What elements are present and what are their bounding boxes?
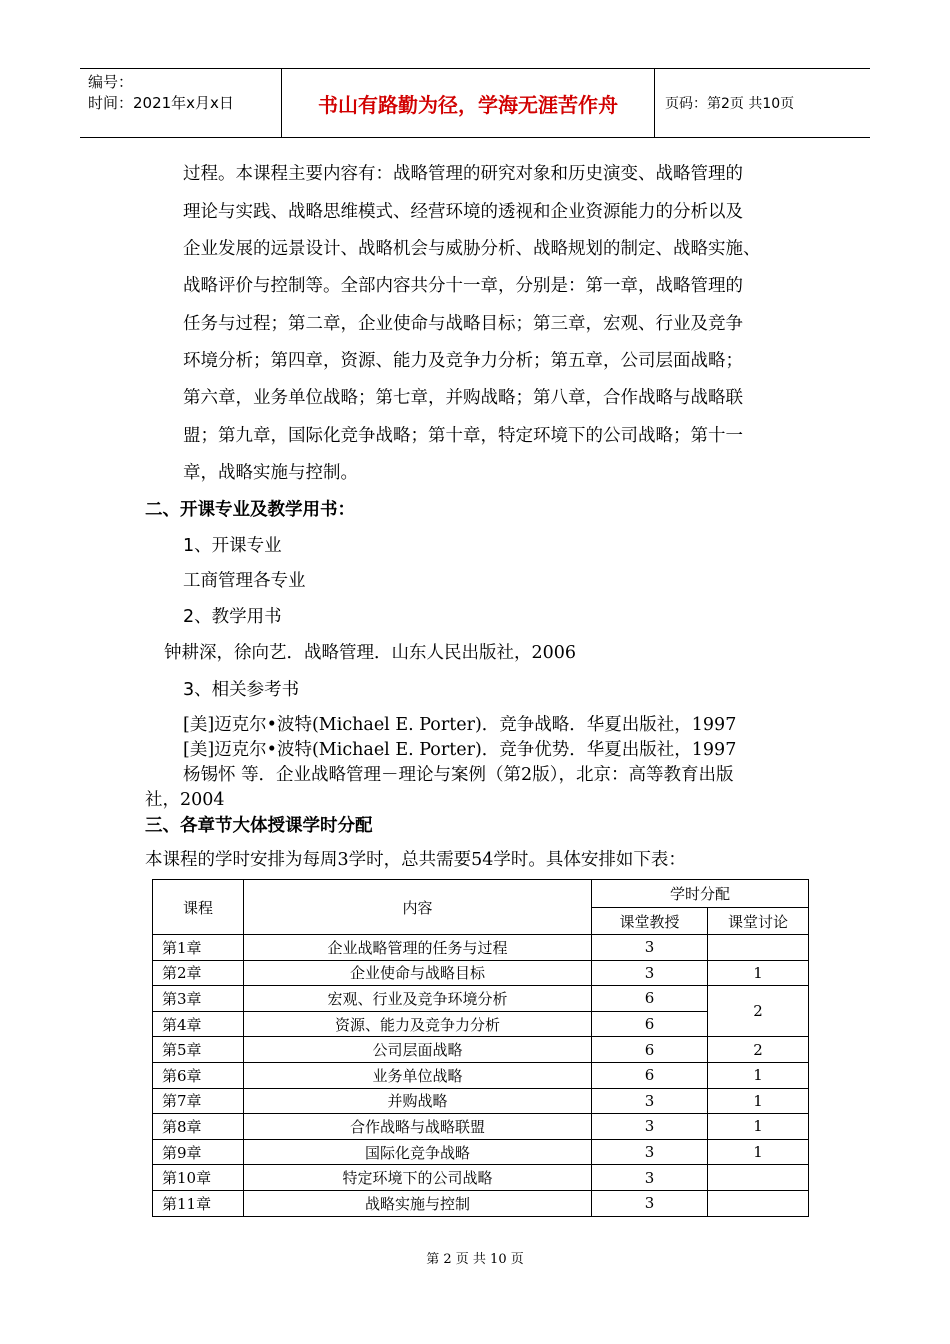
content-cell: 宏观、行业及竞争环境分析 (244, 986, 592, 1012)
lecture-cell: 3 (592, 1165, 708, 1191)
table-row (153, 986, 809, 1012)
subsection-heading: 1、开课专业 (183, 536, 282, 556)
discussion-cell: 1 (708, 1062, 809, 1088)
content-cell: 战略实施与控制 (244, 1190, 592, 1216)
table-row (153, 1139, 809, 1165)
hours-table (152, 879, 809, 1217)
column-header-content: 内容 (244, 880, 592, 935)
reference-item: [美]迈克尔•波特(Michael E. Porter)．竞争优势．华夏出版社，1997 (183, 740, 737, 760)
content-cell: 并购战略 (244, 1088, 592, 1114)
lecture-cell: 6 (592, 986, 708, 1012)
content-cell: 特定环境下的公司战略 (244, 1165, 592, 1191)
intro-line: 战略评价与控制等。全部内容共分十一章，分别是：第一章，战略管理的 (183, 276, 743, 296)
content-cell: 资源、能力及竞争力分析 (244, 1011, 592, 1037)
table-header-row (153, 880, 809, 908)
chapter-cell: 第4章 (153, 1011, 244, 1037)
discussion-cell (708, 935, 809, 961)
content-cell: 公司层面战略 (244, 1037, 592, 1063)
column-header-lecture: 课堂教授 (592, 908, 708, 935)
discussion-cell (708, 1190, 809, 1216)
header-motto: 书山有路勤为径，学海无涯苦作舟 (282, 69, 655, 137)
reference-item-continued: 社，2004 (145, 790, 225, 810)
page-footer: 第 2 页 共 10 页 (426, 1252, 524, 1267)
table-row (153, 1114, 809, 1140)
section3-intro: 本课程的学时安排为每周3学时，总共需要54学时。具体安排如下表： (145, 850, 686, 870)
chapter-cell: 第11章 (153, 1190, 244, 1216)
discussion-cell: 1 (708, 960, 809, 986)
chapter-cell: 第6章 (153, 1062, 244, 1088)
chapter-cell: 第5章 (153, 1037, 244, 1063)
table-row (153, 935, 809, 961)
major-text: 工商管理各专业 (183, 571, 306, 591)
intro-line: 理论与实践、战略思维模式、经营环境的透视和企业资源能力的分析以及 (183, 202, 743, 222)
intro-line: 环境分析；第四章，资源、能力及竞争力分析；第五章，公司层面战略； (183, 351, 743, 371)
chapter-cell: 第7章 (153, 1088, 244, 1114)
subsection-heading: 2、教学用书 (183, 607, 282, 627)
lecture-cell: 3 (592, 1114, 708, 1140)
reference-item: 杨锡怀 等．企业战略管理－理论与案例（第2版），北京：高等教育出版 (183, 765, 734, 785)
intro-line: 过程。本课程主要内容有：战略管理的研究对象和历史演变、战略管理的 (183, 164, 743, 184)
content-cell: 企业使命与战略目标 (244, 960, 592, 986)
chapter-cell: 第1章 (153, 935, 244, 961)
table-row (153, 960, 809, 986)
content-cell: 合作战略与战略联盟 (244, 1114, 592, 1140)
intro-line: 章，战略实施与控制。 (183, 463, 358, 483)
lecture-cell: 3 (592, 935, 708, 961)
date-label: 时间：2021年x月x日 (88, 94, 234, 112)
discussion-cell (708, 1165, 809, 1191)
lecture-cell: 6 (592, 1037, 708, 1063)
section2-heading: 二、开课专业及教学用书： (145, 500, 355, 520)
content-cell: 企业战略管理的任务与过程 (244, 935, 592, 961)
section3-heading: 三、各章节大体授课学时分配 (145, 816, 373, 836)
number-label: 编号： (88, 73, 134, 91)
column-header-discussion: 课堂讨论 (708, 908, 809, 935)
discussion-cell: 1 (708, 1088, 809, 1114)
content-cell: 国际化竞争战略 (244, 1139, 592, 1165)
discussion-cell: 1 (708, 1139, 809, 1165)
discussion-cell: 2 (708, 1037, 809, 1063)
discussion-cell: 1 (708, 1114, 809, 1140)
table-row (153, 1165, 809, 1191)
subsection-heading: 3、相关参考书 (183, 680, 300, 700)
content-cell: 业务单位战略 (244, 1062, 592, 1088)
chapter-cell: 第9章 (153, 1139, 244, 1165)
table-row (153, 1088, 809, 1114)
page-header (80, 68, 870, 138)
lecture-cell: 3 (592, 1139, 708, 1165)
intro-line: 企业发展的远景设计、战略机会与威胁分析、战略规划的制定、战略实施、 (183, 239, 761, 259)
lecture-cell: 3 (592, 1088, 708, 1114)
chapter-cell: 第10章 (153, 1165, 244, 1191)
reference-item: [美]迈克尔•波特(Michael E. Porter)．竞争战略．华夏出版社，1997 (183, 715, 737, 735)
intro-line: 第六章，业务单位战略；第七章，并购战略；第八章，合作战略与战略联 (183, 388, 743, 408)
lecture-cell: 6 (592, 1062, 708, 1088)
lecture-cell: 3 (592, 960, 708, 986)
column-header-hours: 学时分配 (592, 880, 809, 908)
discussion-cell-merged: 2 (708, 986, 809, 1037)
lecture-cell: 6 (592, 1011, 708, 1037)
table-row (153, 1062, 809, 1088)
lecture-cell: 3 (592, 1190, 708, 1216)
chapter-cell: 第2章 (153, 960, 244, 986)
textbook-text: 钟耕深，徐向艺．战略管理．山东人民出版社，2006 (164, 643, 577, 663)
chapter-cell: 第3章 (153, 986, 244, 1012)
header-meta (80, 69, 282, 137)
table-row (153, 1190, 809, 1216)
column-header-course: 课程 (153, 880, 244, 935)
table-row (153, 1037, 809, 1063)
intro-line: 盟；第九章，国际化竞争战略；第十章，特定环境下的公司战略；第十一 (183, 426, 743, 446)
header-page-label: 页码：第2页 共10页 (665, 96, 795, 112)
intro-line: 任务与过程；第二章，企业使命与战略目标；第三章，宏观、行业及竞争 (183, 314, 743, 334)
chapter-cell: 第8章 (153, 1114, 244, 1140)
